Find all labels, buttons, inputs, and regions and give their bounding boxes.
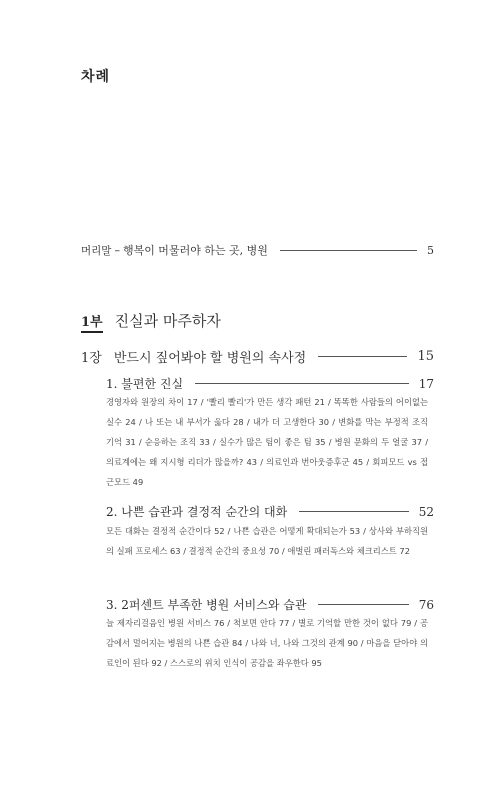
section-title: 3. 2퍼센트 부족한 병원 서비스와 습관 (106, 598, 307, 612)
toc-section-2[interactable] (106, 503, 434, 520)
section-title: 2. 나쁜 습관과 결정적 순간의 대화 (106, 505, 288, 519)
section-description: 경영자와 원장의 차이 17 / '빨리 빨리'가 만든 생각 패턴 21 / 똑똑한 사람들의 어이없는 실수 24 / 나 또는 내 부서가 옳다 28 / 내가 더 고생한다 30 / 변화를 막는 부정적 조직 기억 31 / 순응하는 조직 33 / 실수가 많은 팀이 좋은 팀 35 / 병원 문화의 두 얼굴 37 / 의료계에는 왜 지시형 리더가 많을까? 43 / 의료인과 번아웃증후군 45 / 회피모드 vs 접근모드 49 (106, 397, 428, 487)
section-page: 52 (418, 504, 434, 519)
section-title: 1. 불편한 진실 (106, 377, 184, 391)
part-number: 1부 (81, 311, 103, 333)
leader-line (318, 604, 408, 605)
section-description: 늘 제자리걸음인 병원 서비스 76 / 척보면 안다 77 / 별로 기억할 만한 것이 없다 79 / 공감에서 멀어지는 병원의 나쁜 습관 84 / 나와 너, 나와 그것의 관계 90 / 마음을 닫아야 의료인이 된다 92 / 스스로의 위치 인식이 공감을 좌우한다 95 (106, 618, 428, 668)
part-heading (81, 310, 221, 333)
chapter-title: 반드시 짚어봐야 할 병원의 속사정 (113, 351, 307, 366)
toc-section-1[interactable] (106, 375, 434, 392)
chapter-number: 1장 (81, 351, 102, 366)
section-description: 모든 대화는 결정적 순간이다 52 / 나쁜 습관은 어떻게 확대되는가 53 / 상사와 부하직원의 실패 프로세스 63 / 결정적 순간의 중요성 70 / 애벌린 패러독스와 체크리스트 72 (106, 526, 428, 556)
leader-line (299, 511, 409, 512)
leader-line (318, 356, 407, 357)
toc-preface[interactable] (81, 242, 434, 258)
toc-chapter[interactable] (81, 347, 434, 366)
preface-page: 5 (427, 243, 434, 257)
chapter-page: 15 (417, 349, 434, 364)
preface-title: 행복이 머물러야 하는 곳, 병원 (122, 244, 268, 257)
part-title: 진실과 마주하자 (114, 312, 221, 330)
preface-label: 머리말 (81, 244, 112, 257)
leader-line (195, 383, 409, 384)
section-page: 17 (418, 376, 434, 391)
leader-line (280, 250, 417, 251)
toc-section-3[interactable] (106, 596, 434, 613)
preface-dash: – (114, 243, 120, 257)
section-page: 76 (418, 597, 434, 612)
page-title: 차례 (81, 69, 111, 85)
